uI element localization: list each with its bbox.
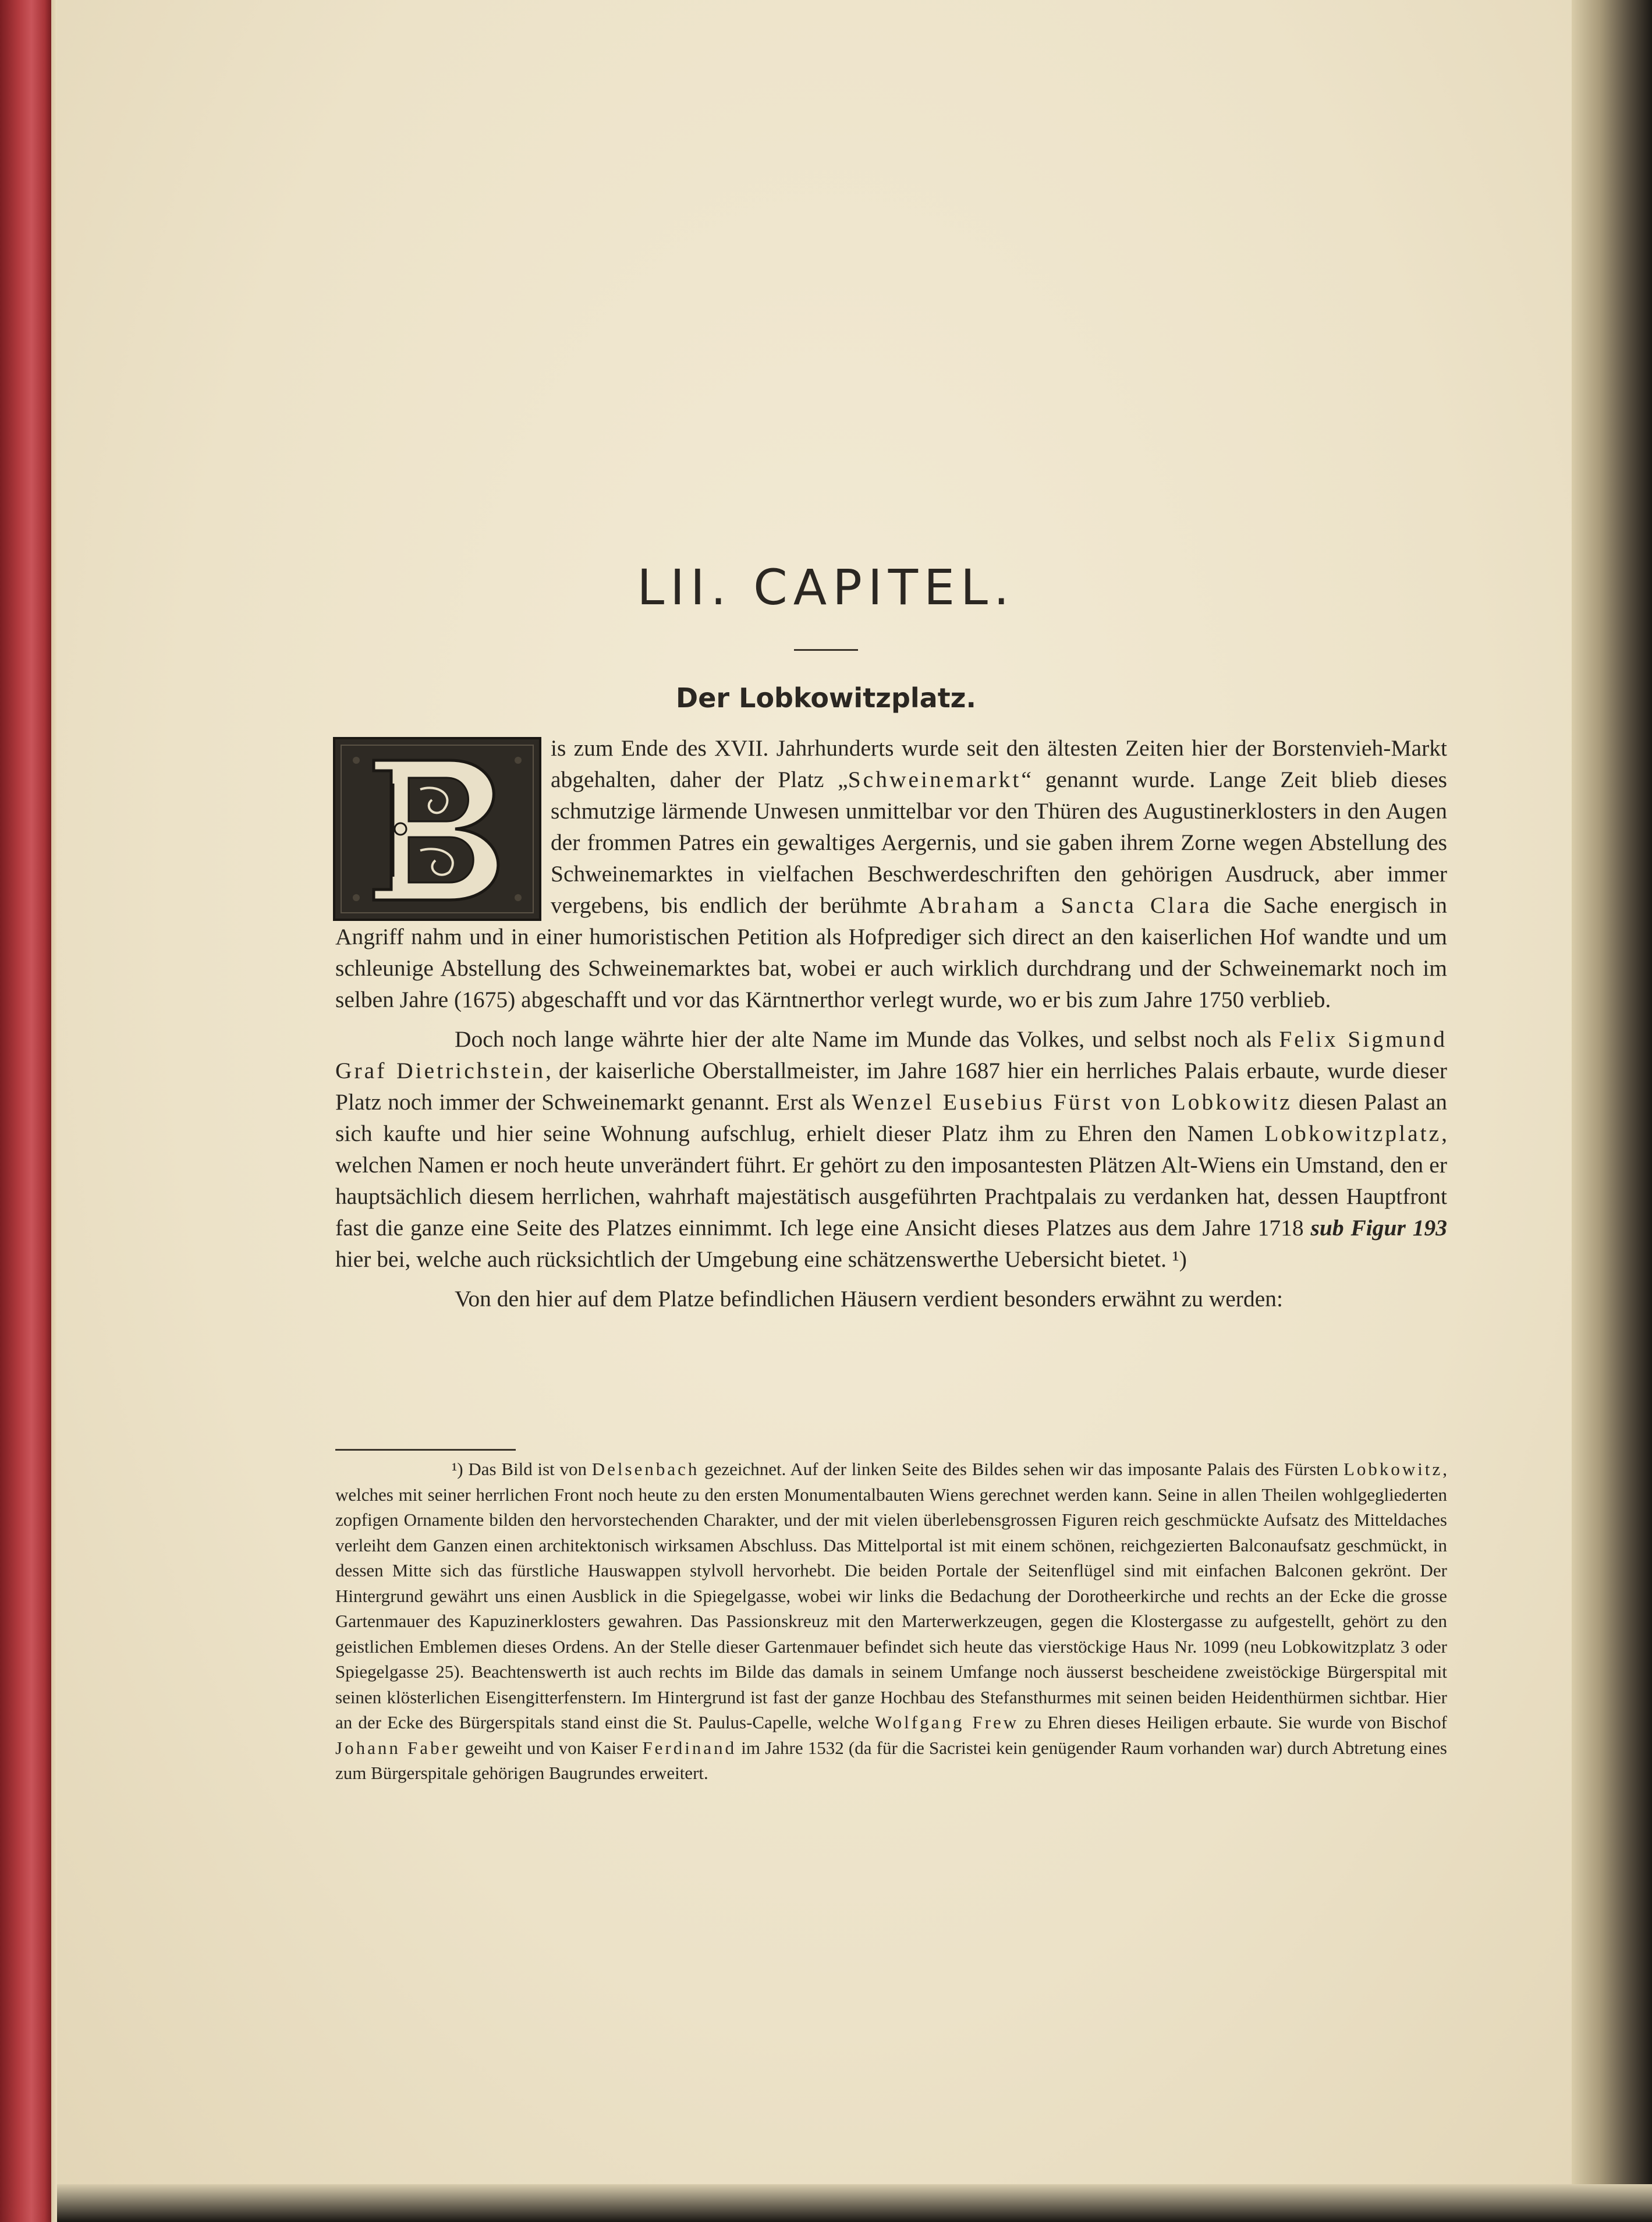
gutter-shadow	[1572, 0, 1652, 2222]
book-spine-edge	[0, 0, 52, 2222]
chapter-title: LII. CAPITEL.	[637, 559, 1015, 616]
dropcap-b-icon	[333, 737, 541, 921]
footnote: ¹) Das Bild ist von Delsenbach gezeichnet. Auf der linken Seite des Bildes sehen wir das imposante Palais des Fürsten Lobkowitz, welches mit seiner herrlichen Front noch heute zu den ersten Monumentalbauten Wiens gerechnet werden kann. Seine in allen Theilen wohlgegliederten zopfigen Ornamente bilden den hervorstechenden Charakter, und der mit vielen überlebensgrossen Figuren reich geschmückte Aufsatz des Mitteldaches verleiht dem Ganzen einen architektonisch wirksamen Abschluss. Das Mittelportal ist mit einem schönen, reichgezierten Balconaufsatz geschmückt, in dessen Mitte sich das fürstliche Hauswappen stylvoll hervorhebt. Die beiden Portale der Seitenflügel sind mit einfachen Balconen gekrönt. Der Hintergrund gewährt uns einen Ausblick in die Spiegelgasse, wobei wir links die Bedachung der Dorotheerkirche und rechts an der Ecke die grosse Gartenmauer des Kapuzinerklosters gewahren. Das Passionskreuz mit den Marterwerkzeugen, gegen die Klostergasse zu aufgestellt, gehört zu den geistlichen Emblemen dieses Ordens. An der Stelle dieser Gartenmauer befindet sich heute das vierstöckige Haus Nr. 1099 (neu Lobkowitzplatz 3 oder Spiegelgasse 25). Beachtenswerth ist auch rechts im Bilde das damals in seinem Umfange noch äusserst bescheidene zweistöckige Bürgerspital mit seinen klösterlichen Eisengitterfenstern. Im Hintergrund ist fast der ganze Hochbau des Stefansthurmes mit seinen beiden Heidenthürmen sichtbar. Hier an der Ecke des Bürgerspitals stand einst die St. Paulus-Capelle, welche Wolfgang Frew zu Ehren dieses Heiligen erbaute. Sie wurde von Bischof Johann Faber geweiht und von Kaiser Ferdinand im Jahre 1532 (da für die Sacristei kein genügender Raum vorhanden war) durch Abtretung eines zum Bürgerspitale gehörigen Baugrundes erweitert.	[335, 1459, 1448, 1783]
paragraph-3: Von den hier auf dem Platze befindlichen Häusern verdient besonders erwähnt zu werden:	[455, 1286, 1283, 1312]
title-divider	[794, 649, 858, 651]
paragraph-1: is zum Ende des XVII. Jahrhunderts wurde seit den ältesten Zeiten hier der Borstenvieh-Markt abgehalten, daher der Platz „Schweinemarkt“ genannt wurde. Lange Zeit blieb dieses schmutzige lärmende Unwesen unmittelbar vor den Thüren des Augustinerklosters in den Augen der frommen Patres ein gewaltiges Aergernis, und sie gaben ihrem Zorne wegen Abstellung des Schweinemarktes in vielfachen Beschwerdeschriften den gehörigen Ausdruck, aber immer vergebens, bis endlich der berühmte Abraham a Sancta Clara die Sache energisch in Angriff nahm und in einer humoristischen Petition als Hofprediger sich direct an den kaiserlichen Hof wandte und um schleunige Abstellung des Schweinemarktes bat, wobei er auch wirklich durchdrang und der Schweinemarkt noch im selben Jahre (1675) abgeschafft und vor das Kärntnerthor verlegt wurde, wo er bis zum Jahre 1750 verblieb.	[335, 732, 1447, 1015]
footnote-divider	[335, 1449, 516, 1451]
section-title: Der Lobkowitzplatz.	[676, 682, 976, 714]
page-bottom-shadow	[57, 2184, 1652, 2222]
body-text	[335, 732, 1447, 1314]
paragraph-2: Doch noch lange währte hier der alte Name im Munde das Volkes, und selbst noch als Felix Sigmund Graf Dietrichstein, der kaiserliche Oberstallmeister, im Jahre 1687 hier ein herrliches Palais erbaute, wurde dieser Platz noch immer der Schweinemarkt genannt. Erst als Wenzel Eusebius Fürst von Lobkowitz diesen Palast an sich kaufte und hier seine Wohnung aufschlug, erhielt dieser Platz ihm zu Ehren den Namen Lobkowitzplatz, welchen Namen er noch heute unverändert führt. Er gehört zu den imposantesten Plätzen Alt-Wiens ein Umstand, den er hauptsächlich diesem herrlichen, wahrhaft majestätisch ausgeführten Prachtpalais zu verdanken hat, dessen Hauptfront fast die ganze eine Seite des Platzes einnimmt. Ich lege eine Ansicht dieses Platzes aus dem Jahre 1718 sub Figur 193 hier bei, welche auch rücksichtlich der Umgebung eine schätzenswerthe Uebersicht bietet. ¹)	[335, 1026, 1448, 1272]
